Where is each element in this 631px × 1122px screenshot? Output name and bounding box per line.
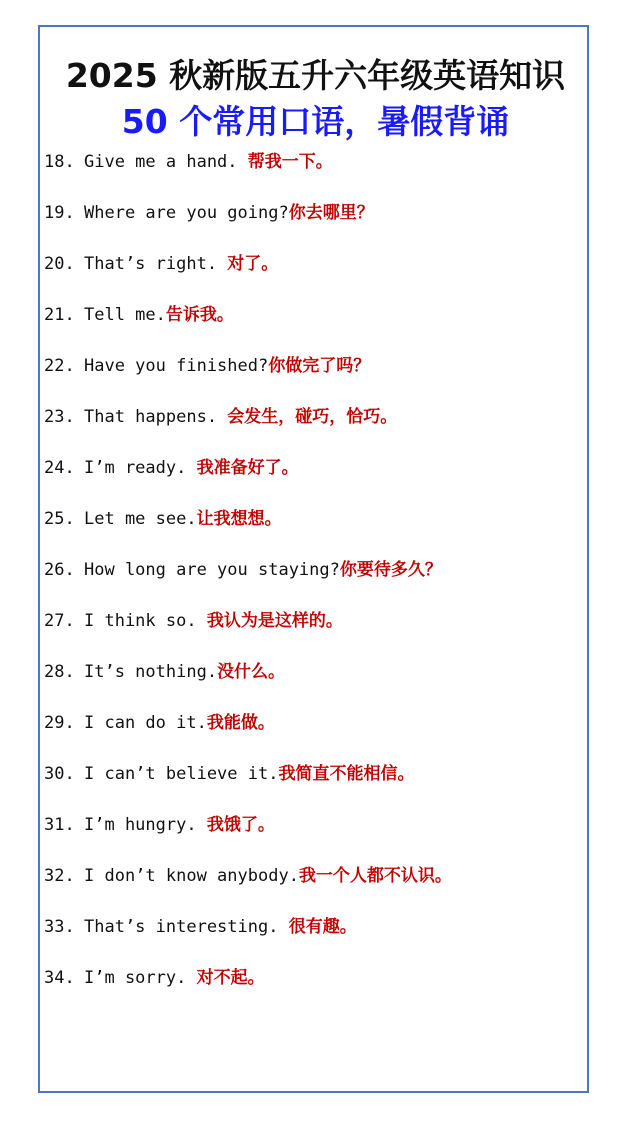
- list-item: [44, 811, 452, 862]
- item-english: That’s right.: [84, 254, 228, 274]
- page-title: 2025 秋新版五升六年级英语知识: [65, 56, 566, 95]
- item-english: That happens.: [84, 407, 228, 427]
- list-item: [44, 913, 452, 964]
- list-item: [44, 199, 452, 250]
- item-number: 28.: [44, 662, 75, 682]
- item-english: I’m ready.: [84, 458, 197, 478]
- item-number: 29.: [44, 713, 75, 733]
- item-number: 25.: [44, 509, 75, 529]
- item-chinese: 对不起。: [196, 968, 265, 988]
- item-chinese: 告诉我。: [165, 305, 234, 325]
- item-english: That’s interesting.: [84, 917, 289, 937]
- item-chinese: 我简直不能相信。: [278, 764, 415, 784]
- list-item: [44, 505, 452, 556]
- item-number: 30.: [44, 764, 75, 784]
- item-chinese: 会发生，碰巧，恰巧。: [227, 407, 398, 427]
- item-english: How long are you staying?: [84, 560, 340, 580]
- item-number: 18.: [44, 152, 75, 172]
- item-number: 19.: [44, 203, 75, 223]
- item-chinese: 我能做。: [206, 713, 275, 733]
- list-item: [44, 352, 452, 403]
- item-english: Let me see.: [84, 509, 197, 529]
- item-chinese: 对了。: [227, 254, 279, 274]
- list-item: [44, 607, 452, 658]
- item-number: 27.: [44, 611, 75, 631]
- list-item: [44, 760, 452, 811]
- item-english: Tell me.: [84, 305, 166, 325]
- item-chinese: 我一个人都不认识。: [298, 866, 452, 886]
- item-english: I can do it.: [84, 713, 207, 733]
- item-chinese: 你去哪里？: [288, 203, 374, 223]
- list-item: [44, 658, 452, 709]
- item-chinese: 我认为是这样的。: [206, 611, 343, 631]
- list-item: [44, 964, 452, 1015]
- item-english: Where are you going?: [84, 203, 289, 223]
- item-chinese: 你要待多久？: [339, 560, 442, 580]
- item-english: It’s nothing.: [84, 662, 218, 682]
- item-english: I’m sorry.: [84, 968, 197, 988]
- item-english: Give me a hand.: [84, 152, 248, 172]
- item-number: 21.: [44, 305, 75, 325]
- item-english: I think so.: [84, 611, 207, 631]
- list-item: [44, 301, 452, 352]
- item-chinese: 帮我一下。: [247, 152, 333, 172]
- item-english: I don’t know anybody.: [84, 866, 299, 886]
- list-item: [44, 862, 452, 913]
- item-number: 24.: [44, 458, 75, 478]
- item-chinese: 你做完了吗？: [268, 356, 371, 376]
- item-number: 33.: [44, 917, 75, 937]
- phrase-list: [44, 148, 452, 1015]
- item-number: 22.: [44, 356, 75, 376]
- item-number: 32.: [44, 866, 75, 886]
- item-chinese: 让我想想。: [196, 509, 282, 529]
- item-english: I can’t believe it.: [84, 764, 279, 784]
- list-item: [44, 250, 452, 301]
- item-number: 20.: [44, 254, 75, 274]
- list-item: [44, 709, 452, 760]
- item-chinese: 我饿了。: [206, 815, 275, 835]
- list-item: [44, 403, 452, 454]
- list-item: [44, 454, 452, 505]
- page-subtitle: 50 个常用口语，暑假背诵: [121, 102, 510, 141]
- item-chinese: 很有趣。: [288, 917, 357, 937]
- item-chinese: 我准备好了。: [196, 458, 299, 478]
- item-english: Have you finished?: [84, 356, 269, 376]
- item-chinese: 没什么。: [217, 662, 286, 682]
- item-number: 31.: [44, 815, 75, 835]
- item-number: 23.: [44, 407, 75, 427]
- item-number: 26.: [44, 560, 75, 580]
- list-item: [44, 148, 452, 199]
- item-english: I’m hungry.: [84, 815, 207, 835]
- item-number: 34.: [44, 968, 75, 988]
- list-item: [44, 556, 452, 607]
